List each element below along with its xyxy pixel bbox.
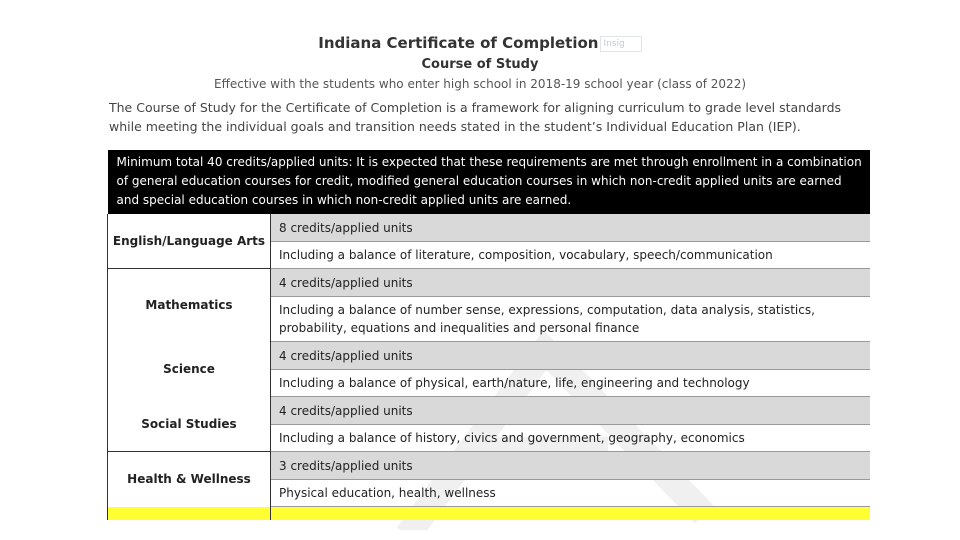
credits-cell: 3 credits/applied units [271, 452, 871, 480]
subject-name: English/Language Arts [108, 214, 271, 269]
credits-cell: 4 credits/applied units [271, 269, 871, 297]
table-row [108, 269, 871, 297]
table-row [108, 214, 871, 242]
page-title [0, 34, 960, 52]
effective-note: Effective with the students who enter high school in 2018-19 school year (class of 2022) [213, 77, 747, 91]
description-cell: Including a balance of literature, composition, vocabulary, speech/communication [271, 242, 871, 269]
description-cell: Physical education, health, wellness [271, 480, 871, 507]
requirements-table [107, 150, 870, 520]
title-overlay-box: Insig [600, 36, 641, 52]
table-row [108, 342, 871, 370]
description-cell: Including a balance of physical, earth/nature, life, engineering and technology [271, 370, 871, 397]
subject-name: Science [108, 342, 271, 397]
title-text: Indiana Certificate of Completion [318, 34, 599, 52]
subject-name: Health & Wellness [108, 452, 271, 507]
credits-cell: 4 credits/applied units [271, 342, 871, 370]
table-row [108, 397, 871, 425]
page-subtitle: Course of Study [421, 57, 539, 72]
intro-paragraph: The Course of Study for the Certificate of Completion is a framework for aligning curriculum to grade level standards while meeting the individual goals and transition needs stated in the student’s Individual Education Plan (IEP). [109, 100, 842, 134]
highlight-cell [271, 507, 871, 521]
requirements-banner: Minimum total 40 credits/applied units: It is expected that these requirements are met through enrollment in a combination of general education courses for credit, modified general education courses in which non-credit applied units are earned and special education courses in which non-credit applied units are earned. [108, 150, 871, 214]
description-cell: Including a balance of number sense, expressions, computation, data analysis, statistics, probability, equations and inequalities and personal finance [271, 297, 871, 342]
highlight-row [108, 507, 871, 521]
subject-name: Mathematics [108, 269, 271, 342]
description-cell: Including a balance of history, civics and government, geography, economics [271, 425, 871, 452]
credits-cell: 8 credits/applied units [271, 214, 871, 242]
highlight-cell [108, 507, 271, 521]
subject-name: Social Studies [108, 397, 271, 452]
table-row [108, 452, 871, 480]
credits-cell: 4 credits/applied units [271, 397, 871, 425]
